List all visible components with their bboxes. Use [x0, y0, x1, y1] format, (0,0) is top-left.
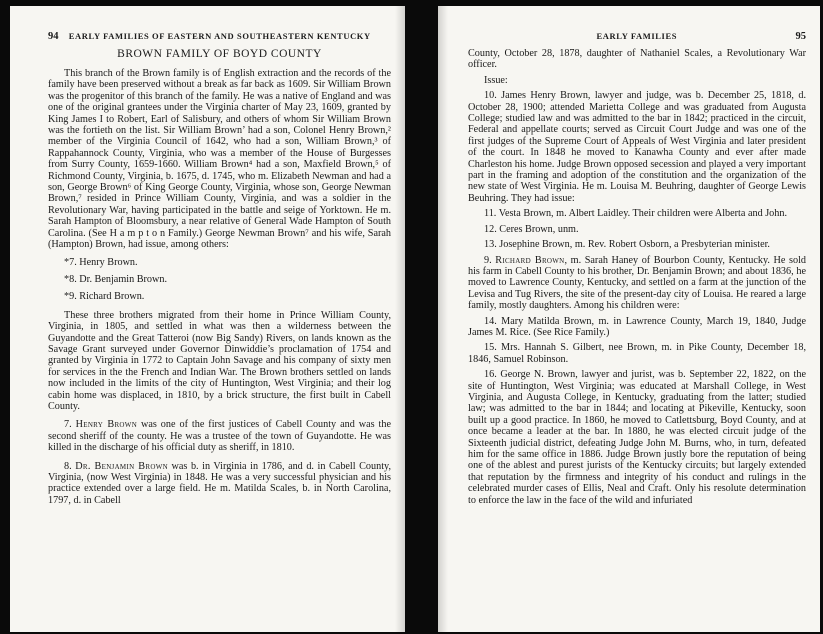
entry-15-hannah: 15. Mrs. Hannah S. Gilbert, nee Brown, m. in Pike County, December 18, 1846, Samuel Robinson. [468, 342, 806, 365]
entry-14-mary-matilda: 14. Mary Matilda Brown, m. in Lawrence County, March 19, 1840, Judge James M. Rice. (See Rice Family.) [468, 315, 806, 338]
issue-label: Issue: [484, 74, 508, 86]
left-gutter-shadow [395, 6, 405, 632]
left-paragraph-migration: These three brothers migrated from their home in Prince William County, Virginia, in 1805, and settled in what was then a wilderness between the Guyandotte and the Great Tatteroi (now Big Sandy) Rivers, on lands known as the Savage Grant surveyed under Governor Dinwiddie’s proclamation of 1754 and granted by Virginia in 1772 to Captain John Savage and his company of sixty men for services in the the French and Indian War. The Brown brothers settled on lands now included in the limits of the city of Huntington, West Virginia; and their log cabin home was displaced, in 1810, by a brick structure, the first built in Cabell County. [48, 309, 391, 412]
left-header-text: EARLY FAMILIES OF EASTERN AND SOUTHEASTERN KENTUCKY [68, 31, 371, 41]
left-paragraph-benjamin [48, 461, 391, 507]
right-running-head [468, 30, 806, 42]
entry-12-ceres: 12. Ceres Brown, unm. [484, 223, 579, 235]
entry-11-vesta: 11. Vesta Brown, m. Albert Laidley. Their children were Alberta and John. [484, 208, 787, 220]
right-gutter-shadow [438, 6, 448, 632]
entry-16-george-n: 16. George N. Brown, lawyer and jurist, was b. September 22, 1822, on the site of Huntington, West Virginia; was educated at Marshall College, in West Virginia, and Augusta College, in Kentucky, graduating from the latter; studied law; was admitted to the bar in 1844; and locating at Pikeville, Kentucky, soon built up a good practice. In 1860, he moved to Catlettsburg, Boyd County, and at once became a leader at the bar. In 1880, he was elected circuit judge of the Sixteenth judicial district, defeating Judge John M. Burns, who, in turn, defeated him for the same office in 1886. Judge Brown justly bore the reputation of being one of the ablest and purest jurists of the Kentucky circuits; but largely extended that reputation by the firmness and integrity of his conduct and rulings in the celebrated murder cases of Ellis, Neal and Craft. Only his resolute determination to enforce the law in the face of the wild and infuriated [468, 369, 806, 506]
richard-name: Richard Brown [495, 254, 565, 266]
list-item-benjamin: *8. Dr. Benjamin Brown. [64, 273, 167, 285]
entry-10-james-henry: 10. James Henry Brown, lawyer and judge, was b. December 25, 1818, d. October 28, 1900; attended Marietta College and was graduated from Augusta College; studied law and was admitted to the bar in 1842; practiced in the circuit, Federal and appellate courts; served as Circuit Court Judge and was one of the first judges of the Supreme Court of Appeals of West Virginia and later president of the court. In 1848 he moved to Kanawha County and ever after made Charleston his home. Judge Brown opposed secession and played a very important part in the framing and adoption of the constitution and the organization of the new state of West Virginia. He m. Louisa M. Beuhring, daughter of George Lewis Beuhring. They had issue: [468, 90, 806, 204]
right-header-text: EARLY FAMILIES [596, 31, 678, 41]
left-page [10, 6, 405, 632]
list-item-henry: *7. Henry Brown. [64, 256, 138, 268]
benjamin-name: Dr. Benjamin Brown [75, 460, 168, 472]
henry-name: Henry Brown [75, 419, 138, 431]
henry-lead: 7. [64, 419, 72, 431]
section-title: BROWN FAMILY OF BOYD COUNTY [117, 48, 322, 60]
left-running-head [48, 30, 391, 42]
right-page [438, 6, 820, 632]
benjamin-lead: 8. [64, 460, 72, 472]
list-item-richard: *9. Richard Brown. [64, 291, 145, 303]
henry-text: was one of the first justices of Cabell County and was the second sheriff of the county. He was a trustee of the town of Guyandotte. He was killed in the discharge of his official duty as sheriff, in 1810. [48, 419, 392, 454]
right-paragraph-continuation: County, October 28, 1878, daughter of Nathaniel Scales, a Revolutionary War officer. [468, 48, 806, 71]
richard-lead: 9. [484, 254, 492, 266]
entry-9-richard [468, 255, 806, 312]
benjamin-text: was b. in Virginia in 1786, and d. in Cabell County, Virginia, (now West Virginia) in 1848. He was a very successful physician and his practice extended over a large field. He m. Matilda Scales, b. in North Carolina, 1797, d. in Cabell [48, 460, 392, 506]
right-page-number: 95 [795, 31, 806, 42]
richard-text: , m. Sarah Haney of Bourbon County, Kentucky. He sold his farm in Cabell County to his brother, Dr. Benjamin Brown; and about 1836, he moved to Lawrence County, Kentucky, and settled on a farm at the junction of the Levisa and Tug Rivers, the site of the present-day city of Louisa. He reared a large family, mostly daughters. Among his children were: [468, 254, 807, 312]
left-paragraph-intro: This branch of the Brown family is of English extraction and the records of the family have been preserved without a break as far back as 1609. Sir William Brown was the progenitor of this branch of the family. He was a native of England and was one of the original grantees under the Virginia charter of May 23, 1609, granted by King James I to Robert, Earl of Salisbury, and others of whom Sir William Brown was the fortieth on the list. Sir William Brown’ had a son, Colonel Henry Brown,² member of the Virginia Council of 1642, who had a son, William Brown,³ of Rappahannock County, Virginia, who was a member of the House of Burgesses from Surry County, 1659-1660. William Brown⁴ had a son, Maxfield Brown,⁵ of Richmond County, Virginia, b. 1675, d. 1745, who m. Elizabeth Newman and had a son, George Brown⁶ of King George County, Virginia, whose son, George Newman Brown,⁷ resided in Prince William County, Virginia, and was a soldier in the Revolutionary War, having participated in the battle and seige of Yorktown. He m. Sarah Hampton of Bloomsbury, a near relative of General Wade Hampton of South Carolina. (See H a m p t o n Family.) George Newman Brown⁷ and his wife, Sarah (Hampton) Brown, had issue, among others: [48, 68, 391, 251]
entry-13-josephine: 13. Josephine Brown, m. Rev. Robert Osborn, a Presbyterian minister. [484, 239, 770, 251]
left-paragraph-henry [48, 419, 391, 453]
left-page-number: 94 [48, 31, 59, 42]
